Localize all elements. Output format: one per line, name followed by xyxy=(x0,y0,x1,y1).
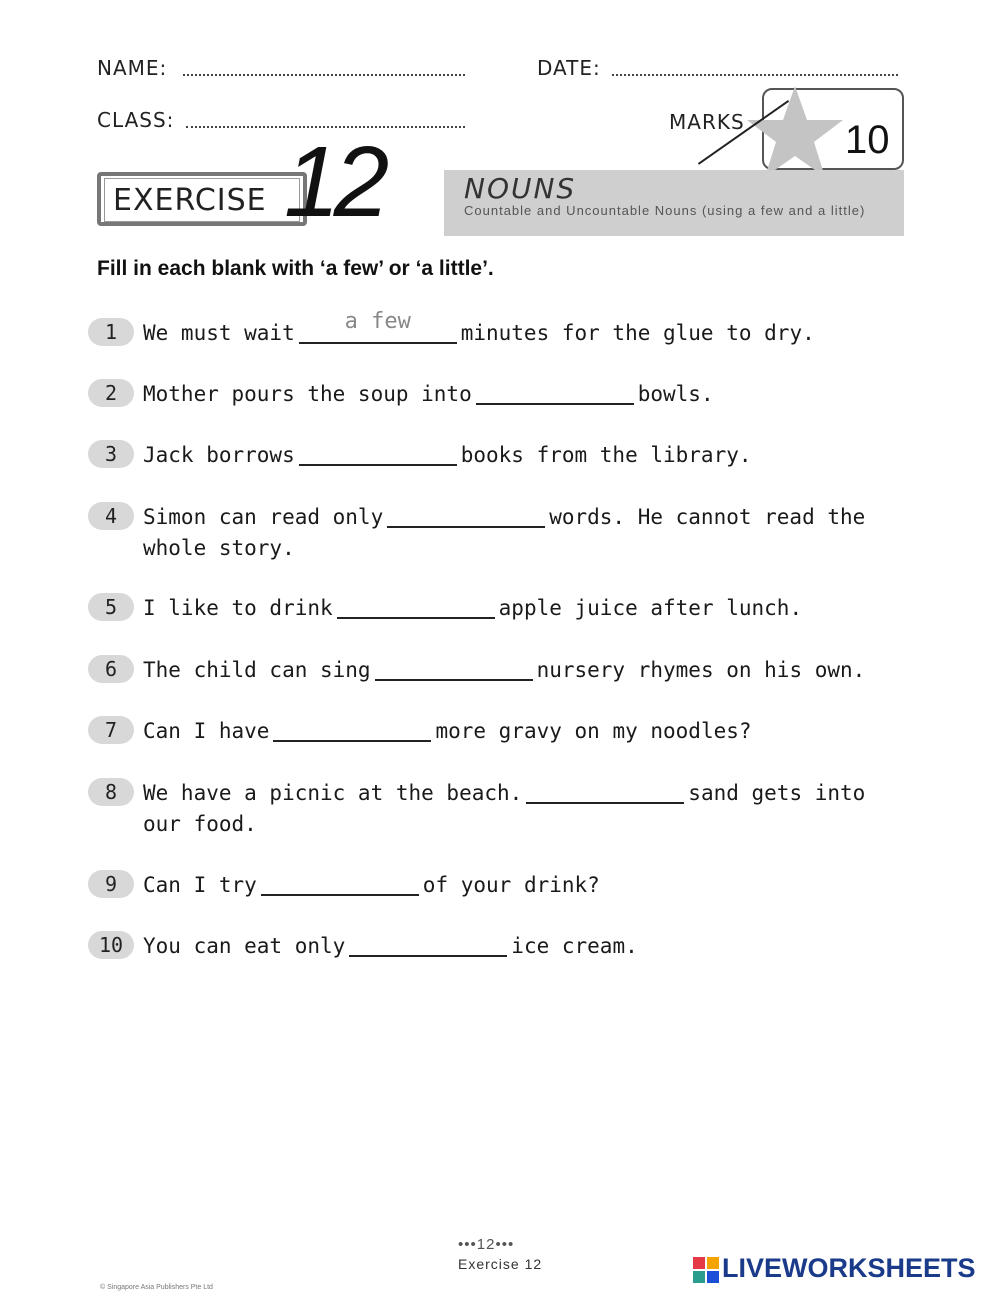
footer-exercise-label: Exercise 12 xyxy=(458,1256,543,1272)
question-number: 6 xyxy=(88,655,134,683)
liveworksheets-logo-icon xyxy=(692,1256,720,1284)
question-number: 9 xyxy=(88,870,134,898)
question-after: of your drink? xyxy=(422,873,600,897)
name-field[interactable] xyxy=(183,74,465,76)
instruction: Fill in each blank with ‘a few’ or ‘a little’. xyxy=(97,257,494,280)
question-after: words. He cannot read the whole story. xyxy=(143,505,866,560)
question-number: 5 xyxy=(88,593,134,621)
question-text xyxy=(143,653,913,686)
answer-blank[interactable] xyxy=(273,718,431,742)
question-number: 7 xyxy=(88,716,134,744)
question-text xyxy=(143,929,913,962)
marks-label: MARKS xyxy=(669,110,745,134)
exercise-number: 12 xyxy=(284,126,384,238)
answer-blank[interactable] xyxy=(299,442,457,466)
question-after: sand gets into our food. xyxy=(143,781,866,836)
class-label: CLASS: xyxy=(97,108,175,132)
question-before: Mother pours the soup into xyxy=(143,382,472,406)
question-before: The child can sing xyxy=(143,658,371,682)
copyright: © Singapore Asia Publishers Pte Ltd xyxy=(100,1284,213,1291)
question-text xyxy=(143,500,913,564)
question-text xyxy=(143,868,913,901)
date-label: DATE: xyxy=(537,56,601,80)
liveworksheets-brand[interactable]: LIVEWORKSHEETS xyxy=(722,1253,976,1283)
question-number: 8 xyxy=(88,778,134,806)
answer-value: a few xyxy=(344,309,411,334)
question-before: You can eat only xyxy=(143,934,346,958)
page-marker: •••12••• xyxy=(458,1236,515,1253)
answer-blank[interactable] xyxy=(387,504,545,528)
question-number: 10 xyxy=(88,931,134,959)
answer-blank[interactable] xyxy=(349,933,507,957)
question-after: minutes for the glue to dry. xyxy=(460,321,815,345)
question-number: 1 xyxy=(88,318,134,346)
answer-blank[interactable] xyxy=(299,309,457,344)
question-text xyxy=(143,714,913,747)
topic-subtitle: Countable and Uncountable Nouns (using a few and a little) xyxy=(464,203,866,218)
star-icon xyxy=(745,82,845,182)
exercise-word: EXERCISE xyxy=(113,183,267,218)
question-text xyxy=(143,591,913,624)
question-before: Can I have xyxy=(143,719,270,743)
question-number: 2 xyxy=(88,379,134,407)
question-text xyxy=(143,776,913,840)
question-number: 3 xyxy=(88,440,134,468)
question-after: nursery rhymes on his own. xyxy=(536,658,866,682)
question-before: Simon can read only xyxy=(143,505,384,529)
answer-blank[interactable] xyxy=(337,595,495,619)
question-before: I like to drink xyxy=(143,596,333,620)
question-after: more gravy on my noodles? xyxy=(435,719,752,743)
question-text xyxy=(143,438,913,471)
question-after: apple juice after lunch. xyxy=(498,596,803,620)
marks-total: 10 xyxy=(845,118,890,162)
date-field[interactable] xyxy=(612,74,898,76)
answer-blank[interactable] xyxy=(375,657,533,681)
question-before: Can I try xyxy=(143,873,257,897)
name-label: NAME: xyxy=(97,56,168,80)
answer-blank[interactable] xyxy=(261,872,419,896)
question-before: We have a picnic at the beach. xyxy=(143,781,523,805)
question-after: books from the library. xyxy=(460,443,752,467)
question-number: 4 xyxy=(88,502,134,530)
answer-blank[interactable] xyxy=(476,381,634,405)
question-text xyxy=(143,377,913,410)
question-text xyxy=(143,309,913,349)
question-after: ice cream. xyxy=(511,934,638,958)
question-before: Jack borrows xyxy=(143,443,295,467)
topic-title: NOUNS xyxy=(464,172,577,205)
question-before: We must wait xyxy=(143,321,295,345)
answer-blank[interactable] xyxy=(526,780,684,804)
question-after: bowls. xyxy=(637,382,714,406)
